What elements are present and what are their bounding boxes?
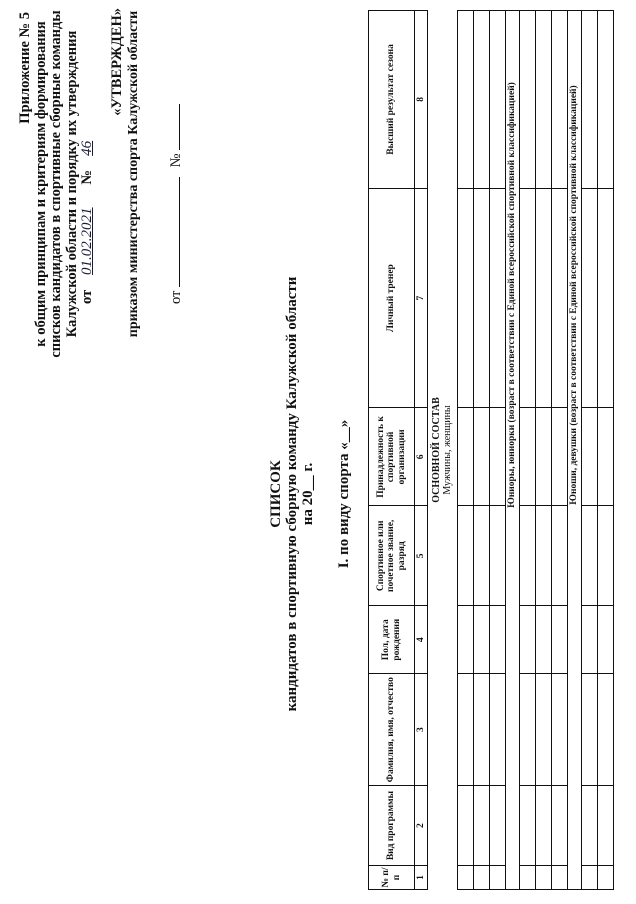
approval-stamp-text: «УТВЕРЖДЕН» [109,8,125,116]
section-title: I. по виду спорта «__» [336,419,352,569]
title-year: на 20__ г. [300,462,316,526]
appendix-line: списков кандидатов в спортивные сборные команды [48,10,64,358]
header-cell: Вид программы [369,786,415,866]
table-header-row [369,11,415,890]
group-juniors-row [506,11,520,890]
date-blank [179,177,180,287]
number-blank [179,104,180,150]
table-number-row [415,11,428,890]
table-row [520,11,536,890]
table-row [536,11,552,890]
appendix-line: к общим принципам и критериям формирования [32,21,49,347]
header-cell: Принадлежность к спортивной организации [369,408,415,506]
header-cell: Спортивное или почетное звание, разряд [369,506,415,606]
column-number: 8 [415,11,428,189]
appendix-header [18,4,96,364]
handwritten-date: 01.02.2021 [79,207,95,275]
group-youth-row [568,11,582,890]
number-prefix: № [168,153,184,168]
date-prefix: от [79,289,95,304]
group-main-row [428,11,458,890]
title-subtitle: кандидатов в спортивную сборную команду Калужской области [284,276,300,712]
appendix-date-line [80,4,96,364]
handwritten-number: 46 [79,140,95,156]
table-row [474,11,490,890]
approval-date-line [169,4,185,344]
group-main-subtitle: Мужчины, женщины [441,405,453,495]
approval-block [110,4,185,344]
header-cell: Пол, дата рождения [369,606,415,674]
date-prefix: от [168,290,184,304]
document-title [268,164,352,824]
header-cell: Личный тренер [369,188,415,408]
column-number: 6 [415,408,428,506]
column-number: 2 [415,786,428,866]
header-cell: № п/п [369,866,415,890]
candidates-table [368,10,614,890]
group-main-cell [428,11,458,890]
header-cell: Высший результат сезона [369,11,415,189]
table-row [552,11,568,890]
approval-order: приказом министерства спорта Калужской области [125,10,141,338]
column-number: 5 [415,506,428,606]
table-row [490,11,506,890]
group-youth-cell: Юноши, девушки (возраст в соответствии с Единой всероссийской спортивной классификацией) [568,11,582,890]
title-main: СПИСОК [268,460,284,528]
group-juniors-cell: Юниоры, юниорки (возраст в соответствии с Единой всероссийской спортивной классификацией) [506,11,520,890]
column-number: 3 [415,674,428,786]
column-number: 4 [415,606,428,674]
table-row [598,11,614,890]
header-cell: Фамилия, имя, отчество [369,674,415,786]
appendix-line: Калужской области и порядку их утверждения [63,30,80,338]
appendix-number: Приложение № 5 [17,12,33,124]
table-row [582,11,598,890]
column-number: 7 [415,188,428,408]
table-row [458,11,474,890]
group-main-title: ОСНОВНОЙ СОСТАВ [431,397,442,503]
column-number: 1 [415,866,428,890]
number-prefix: № [79,169,95,185]
